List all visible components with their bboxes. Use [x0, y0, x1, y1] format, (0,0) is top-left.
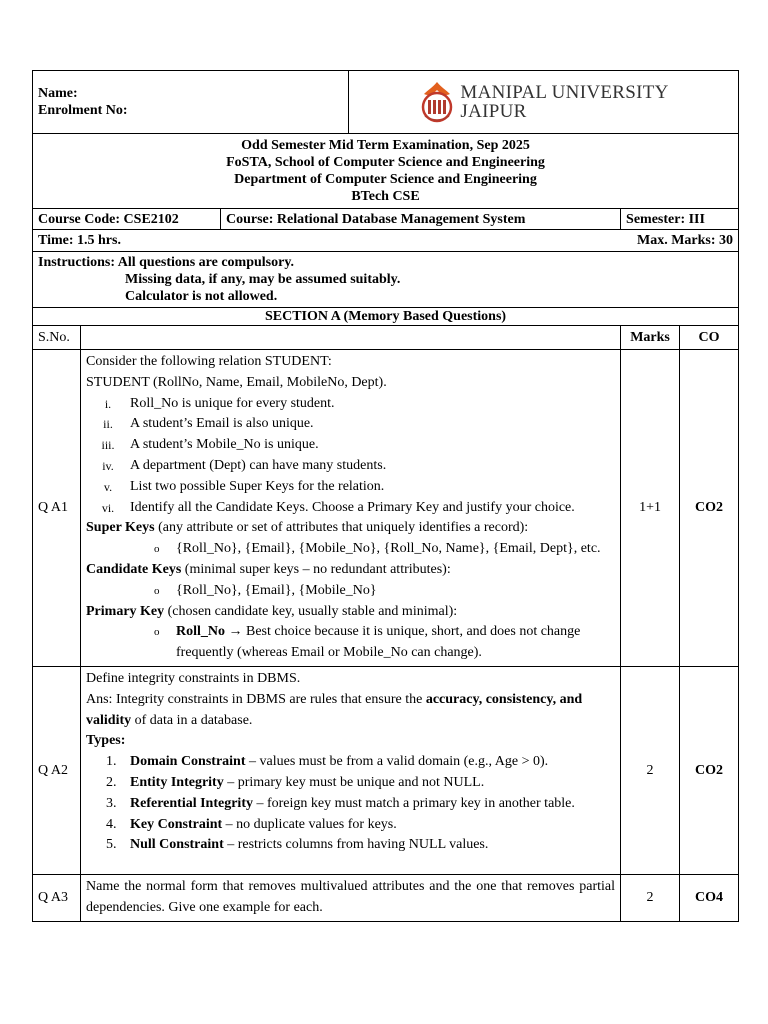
question-co: CO2: [680, 350, 739, 667]
enrolment-label: Enrolment No:: [38, 103, 128, 118]
candidate-keys-label: Candidate Keys: [86, 561, 182, 577]
primary-key-choice: Roll_No →: [176, 624, 243, 640]
constraint-desc: – foreign key must match a primary key in another table.: [252, 795, 575, 811]
super-keys-line: [86, 518, 615, 539]
exam-info: [33, 134, 739, 209]
col-header-co: CO: [680, 326, 739, 350]
subpart-item: [86, 414, 615, 435]
qa1-intro-2: STUDENT (RollNo, Name, Email, MobileNo, Dept).: [86, 374, 387, 390]
constraint-name: Domain Constraint: [130, 754, 246, 770]
bullet-icon: o: [154, 584, 160, 597]
name-label: Name:: [38, 86, 78, 101]
super-keys-label: Super Keys: [86, 520, 155, 536]
subpart-text: Identify all the Candidate Keys. Choose a Primary Key and justify your choice.: [130, 499, 575, 515]
primary-key-line: [86, 602, 615, 623]
instruction-line-1: Instructions: All questions are compulsory.: [38, 255, 295, 270]
constraint-type-item: [106, 794, 615, 815]
question-body: [81, 666, 621, 874]
semester: Semester: III: [621, 209, 739, 230]
subpart-text: List two possible Super Keys for the relation.: [130, 478, 385, 494]
subpart-text: Roll_No is unique for every student.: [130, 395, 335, 411]
subpart-number: iii.: [101, 438, 115, 453]
primary-key-desc: (chosen candidate key, usually stable and minimal):: [164, 603, 458, 619]
qa2-question: Define integrity constraints in DBMS.: [86, 670, 301, 686]
course-code: Course Code: CSE2102: [33, 209, 221, 230]
question-marks: 2: [621, 875, 680, 922]
question-body: Name the normal form that removes multivalued attributes and the one that removes partial dependencies. Give one example for each.: [81, 875, 621, 922]
bullet-icon: o: [154, 543, 160, 556]
candidate-keys-value: {Roll_No}, {Email}, {Mobile_No}: [176, 582, 377, 598]
question-id: Q A3: [33, 875, 81, 922]
candidate-keys-line: [86, 560, 615, 581]
constraint-number: 3.: [106, 795, 117, 811]
subpart-number: i.: [104, 396, 112, 411]
course-name: Course: Relational Database Management System: [221, 209, 621, 230]
subpart-item: [86, 498, 615, 519]
department-name: Department of Computer Science and Engineering: [234, 172, 537, 187]
student-info: [33, 71, 349, 134]
subpart-item: [86, 394, 615, 415]
constraint-name: Referential Integrity: [130, 795, 253, 811]
constraint-number: 5.: [106, 837, 117, 853]
primary-key-label: Primary Key: [86, 603, 165, 619]
constraint-number: 1.: [106, 754, 117, 770]
qa2-answer: [86, 690, 615, 732]
qa2-answer-suffix: of data in a database.: [131, 712, 253, 728]
question-body: [81, 350, 621, 667]
subpart-text: A student’s Mobile_No is unique.: [130, 437, 319, 453]
question-id: Q A1: [33, 350, 81, 667]
max-marks: Max. Marks: 30: [621, 230, 739, 252]
exam-table: [32, 70, 739, 922]
constraint-type-item: [106, 752, 615, 773]
qa1-intro-1: Consider the following relation STUDENT:: [86, 354, 332, 369]
section-title: SECTION A (Memory Based Questions): [33, 308, 739, 326]
constraint-name: Key Constraint: [130, 816, 223, 832]
col-header-question: [81, 326, 621, 350]
school-name: FoSTA, School of Computer Science and Engineering: [226, 155, 545, 170]
question-co: CO2: [680, 666, 739, 874]
subpart-text: A student’s Email is also unique.: [130, 416, 314, 432]
question-marks: 1+1: [621, 350, 680, 667]
question-co: CO4: [680, 875, 739, 922]
university-seal-icon: [418, 80, 456, 124]
university-logo-cell: [349, 71, 739, 134]
primary-key-bullet: [86, 622, 615, 664]
instruction-line-2: Missing data, if any, may be assumed suitably.: [125, 272, 401, 287]
constraint-type-item: [106, 773, 615, 794]
primary-key-justification: Best choice because it is unique, short, and does not change frequently (whereas Email or Mobile_No can change).: [176, 624, 581, 661]
subpart-item: [86, 456, 615, 477]
subpart-item: [86, 477, 615, 498]
constraint-name: Entity Integrity: [130, 774, 224, 790]
instructions: [33, 252, 739, 308]
subpart-item: [86, 435, 615, 456]
question-marks: 2: [621, 666, 680, 874]
question-row-a2: [33, 666, 739, 874]
super-keys-bullet: [86, 539, 615, 560]
university-name-line2: JAIPUR: [460, 101, 527, 122]
constraint-types-list: [86, 752, 615, 856]
program-name: BTech CSE: [351, 189, 420, 204]
subpart-number: vi.: [101, 500, 115, 515]
subpart-number: ii.: [103, 417, 113, 432]
super-keys-value: {Roll_No}, {Email}, {Mobile_No}, {Roll_No, Name}, {Email, Dept}, etc.: [176, 541, 601, 557]
subpart-number: iv.: [102, 458, 114, 473]
qa2-answer-prefix: Ans: Integrity constraints in DBMS are rules that ensure the: [86, 691, 426, 707]
qa1-subparts-list: [86, 394, 615, 519]
constraint-desc: – restricts columns from having NULL values.: [223, 837, 489, 853]
time-allowed: Time: 1.5 hrs.: [33, 230, 621, 252]
question-row-a3: [33, 875, 739, 922]
col-header-sno: S.No.: [33, 326, 81, 350]
constraint-name: Null Constraint: [130, 837, 224, 853]
constraint-number: 4.: [106, 816, 117, 832]
subpart-number: v.: [103, 479, 113, 494]
types-label: Types:: [86, 733, 126, 749]
instruction-line-3: Calculator is not allowed.: [125, 289, 278, 304]
super-keys-desc: (any attribute or set of attributes that uniquely identifies a record):: [154, 520, 529, 536]
constraint-type-item: [106, 835, 615, 856]
exam-title: Odd Semester Mid Term Examination, Sep 2025: [241, 138, 530, 153]
constraint-desc: – values must be from a valid domain (e.g., Age > 0).: [245, 754, 549, 770]
exam-paper: [32, 70, 738, 922]
university-name-line1: MANIPAL UNIVERSITY: [460, 82, 669, 103]
bullet-icon: o: [154, 626, 160, 639]
constraint-type-item: [106, 815, 615, 836]
constraint-desc: – no duplicate values for keys.: [222, 816, 397, 832]
question-row-a1: [33, 350, 739, 667]
subpart-text: A department (Dept) can have many students.: [130, 457, 387, 473]
candidate-keys-bullet: [86, 581, 615, 602]
qa2-answer-bold: accuracy, consistency, and validity: [86, 691, 583, 728]
candidate-keys-desc: (minimal super keys – no redundant attributes):: [181, 561, 451, 577]
col-header-marks: Marks: [621, 326, 680, 350]
constraint-desc: – primary key must be unique and not NULL.: [223, 774, 485, 790]
constraint-number: 2.: [106, 774, 117, 790]
question-id: Q A2: [33, 666, 81, 874]
